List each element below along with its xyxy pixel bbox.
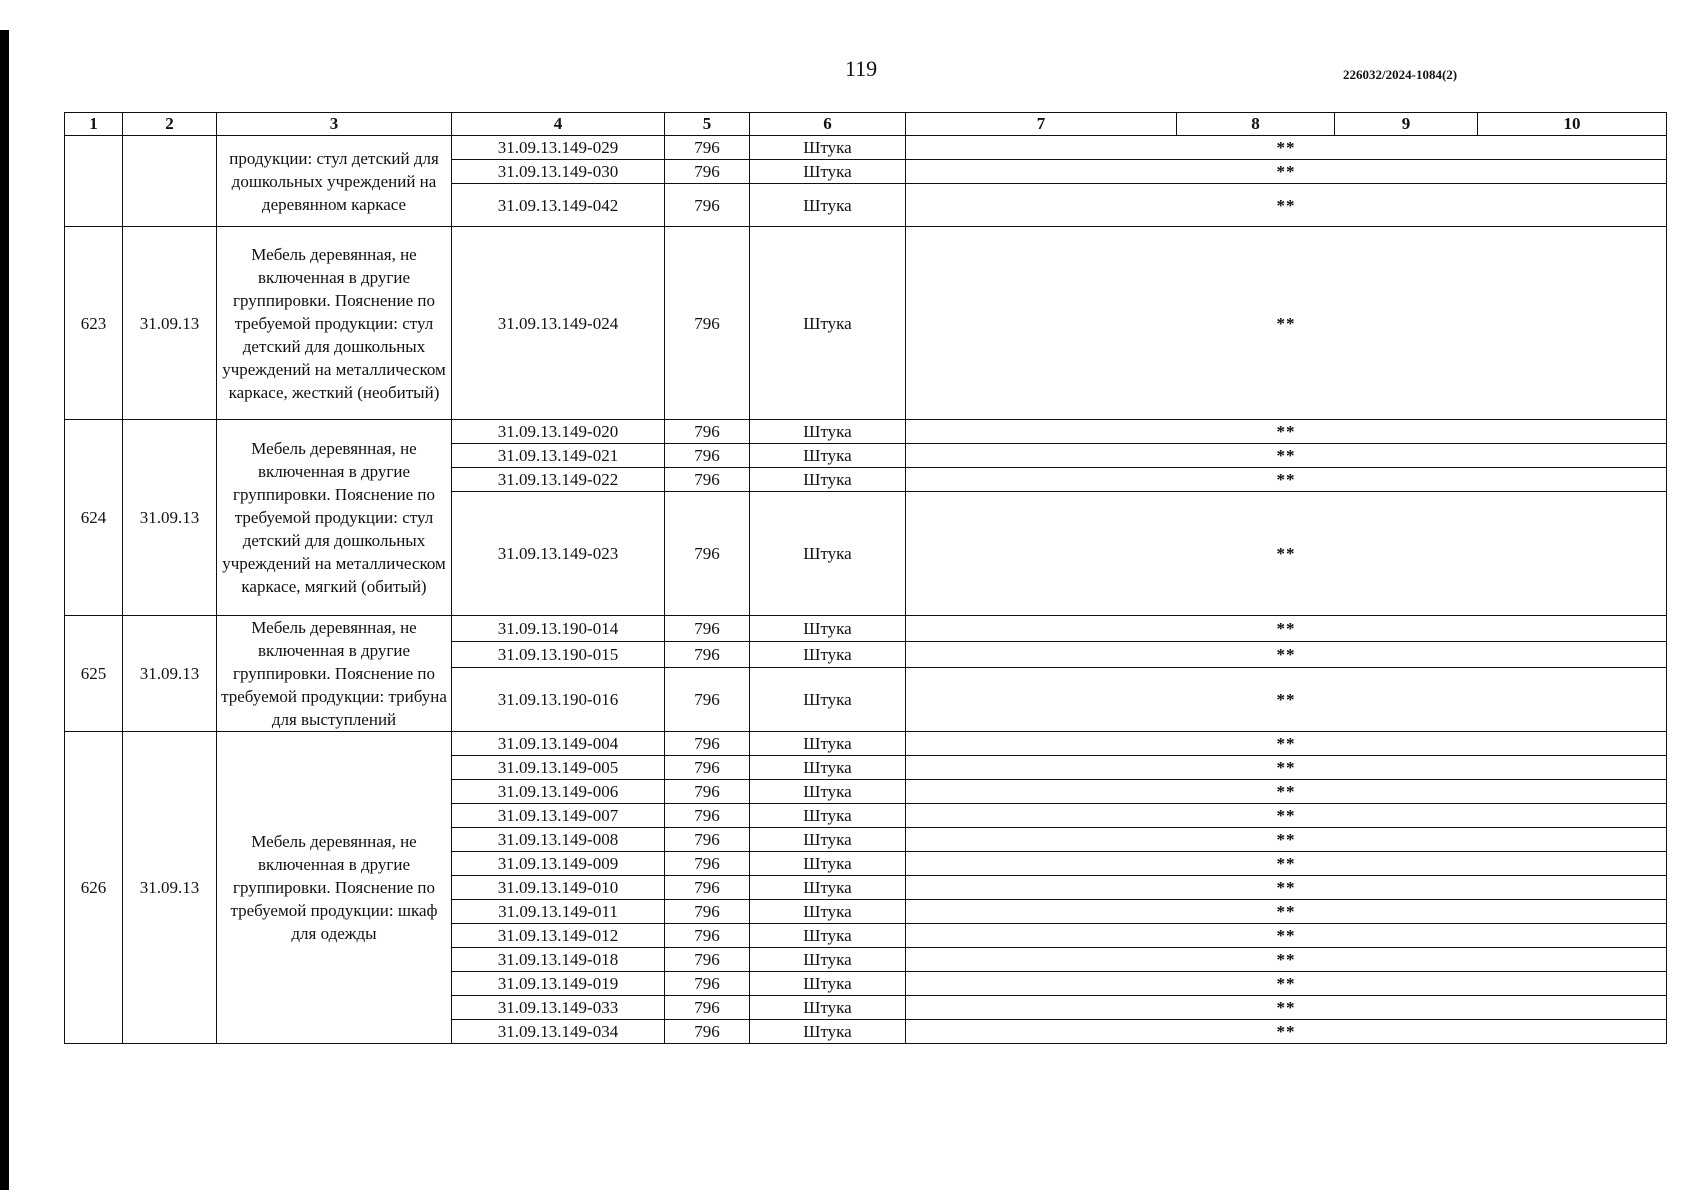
description-cell: продукции: стул детский для дошкольных учреждений на деревянном каркасе — [217, 136, 452, 227]
okpd-code-cell — [123, 136, 217, 227]
ktru-code-cell: 31.09.13.149-012 — [452, 924, 665, 948]
header-cell: 5 — [665, 113, 750, 136]
unit-name-cell: Штука — [750, 732, 906, 756]
unit-code-cell: 796 — [665, 828, 750, 852]
table-row — [65, 616, 1667, 642]
characteristics-cell: ** — [906, 492, 1667, 616]
table-row — [65, 732, 1667, 756]
description-cell: Мебель деревянная, не включенная в другие группировки. Пояснение по требуемой продукции: шкаф для одежды — [217, 732, 452, 1044]
unit-name-cell: Штука — [750, 667, 906, 731]
unit-code-cell: 796 — [665, 948, 750, 972]
row-number-cell: 623 — [65, 227, 123, 420]
unit-code-cell: 796 — [665, 616, 750, 642]
header-cell: 10 — [1478, 113, 1667, 136]
unit-name-cell: Штука — [750, 616, 906, 642]
characteristics-cell: ** — [906, 732, 1667, 756]
okpd-code-cell: 31.09.13 — [123, 227, 217, 420]
unit-code-cell: 796 — [665, 667, 750, 731]
okpd-code-cell: 31.09.13 — [123, 616, 217, 732]
unit-name-cell: Штука — [750, 900, 906, 924]
ktru-code-cell: 31.09.13.149-010 — [452, 876, 665, 900]
table-body — [65, 113, 1667, 1044]
ktru-code-cell: 31.09.13.149-008 — [452, 828, 665, 852]
unit-name-cell: Штука — [750, 924, 906, 948]
unit-name-cell: Штука — [750, 876, 906, 900]
ktru-code-cell: 31.09.13.149-042 — [452, 184, 665, 227]
characteristics-cell: ** — [906, 184, 1667, 227]
characteristics-cell: ** — [906, 948, 1667, 972]
characteristics-cell: ** — [906, 160, 1667, 184]
unit-code-cell: 796 — [665, 1020, 750, 1044]
characteristics-cell: ** — [906, 136, 1667, 160]
ktru-code-cell: 31.09.13.149-022 — [452, 468, 665, 492]
unit-name-cell: Штука — [750, 948, 906, 972]
ktru-code-cell: 31.09.13.149-019 — [452, 972, 665, 996]
ktru-code-cell: 31.09.13.190-014 — [452, 616, 665, 642]
ktru-code-cell: 31.09.13.149-011 — [452, 900, 665, 924]
ktru-code-cell: 31.09.13.149-029 — [452, 136, 665, 160]
unit-code-cell: 796 — [665, 780, 750, 804]
unit-code-cell: 796 — [665, 184, 750, 227]
unit-code-cell: 796 — [665, 468, 750, 492]
header-cell: 7 — [906, 113, 1177, 136]
okpd-code-cell: 31.09.13 — [123, 420, 217, 616]
okpd-code-cell: 31.09.13 — [123, 732, 217, 1044]
row-number-cell: 626 — [65, 732, 123, 1044]
header-cell: 9 — [1335, 113, 1478, 136]
ktru-code-cell: 31.09.13.149-009 — [452, 852, 665, 876]
ktru-code-cell: 31.09.13.149-030 — [452, 160, 665, 184]
unit-name-cell: Штука — [750, 136, 906, 160]
unit-code-cell: 796 — [665, 996, 750, 1020]
ktru-code-cell: 31.09.13.190-015 — [452, 641, 665, 667]
unit-code-cell: 796 — [665, 492, 750, 616]
unit-code-cell: 796 — [665, 756, 750, 780]
characteristics-cell: ** — [906, 1020, 1667, 1044]
unit-code-cell: 796 — [665, 900, 750, 924]
header-cell: 4 — [452, 113, 665, 136]
unit-code-cell: 796 — [665, 852, 750, 876]
unit-name-cell: Штука — [750, 828, 906, 852]
description-cell: Мебель деревянная, не включенная в другие группировки. Пояснение по требуемой продукции: стул детский для дошкольных учреждений на металлическом каркасе, жесткий (необитый) — [217, 227, 452, 420]
characteristics-cell: ** — [906, 756, 1667, 780]
table-row — [65, 227, 1667, 420]
header-cell: 8 — [1177, 113, 1335, 136]
header-cell: 6 — [750, 113, 906, 136]
ktru-code-cell: 31.09.13.149-021 — [452, 444, 665, 468]
characteristics-cell: ** — [906, 227, 1667, 420]
unit-name-cell: Штука — [750, 780, 906, 804]
ktru-code-cell: 31.09.13.149-018 — [452, 948, 665, 972]
description-cell: Мебель деревянная, не включенная в другие группировки. Пояснение по требуемой продукции: трибуна для выступлений — [217, 616, 452, 732]
unit-name-cell: Штука — [750, 641, 906, 667]
ktru-code-cell: 31.09.13.149-007 — [452, 804, 665, 828]
ktru-code-cell: 31.09.13.149-024 — [452, 227, 665, 420]
characteristics-cell: ** — [906, 667, 1667, 731]
unit-code-cell: 796 — [665, 804, 750, 828]
characteristics-cell: ** — [906, 420, 1667, 444]
unit-code-cell: 796 — [665, 732, 750, 756]
unit-code-cell: 796 — [665, 444, 750, 468]
unit-code-cell: 796 — [665, 227, 750, 420]
unit-code-cell: 796 — [665, 876, 750, 900]
unit-name-cell: Штука — [750, 227, 906, 420]
row-number-cell: 625 — [65, 616, 123, 732]
unit-name-cell: Штука — [750, 184, 906, 227]
ktru-code-cell: 31.09.13.149-023 — [452, 492, 665, 616]
row-number-cell: 624 — [65, 420, 123, 616]
page-number: 119 — [845, 56, 878, 81]
unit-name-cell: Штука — [750, 492, 906, 616]
ktru-code-cell: 31.09.13.149-004 — [452, 732, 665, 756]
ktru-code-cell: 31.09.13.149-006 — [452, 780, 665, 804]
ktru-code-cell: 31.09.13.190-016 — [452, 667, 665, 731]
unit-code-cell: 796 — [665, 972, 750, 996]
characteristics-cell: ** — [906, 996, 1667, 1020]
unit-code-cell: 796 — [665, 641, 750, 667]
characteristics-cell: ** — [906, 444, 1667, 468]
characteristics-cell: ** — [906, 641, 1667, 667]
unit-name-cell: Штука — [750, 444, 906, 468]
ktru-code-cell: 31.09.13.149-033 — [452, 996, 665, 1020]
unit-code-cell: 796 — [665, 420, 750, 444]
characteristics-cell: ** — [906, 468, 1667, 492]
table-row — [65, 420, 1667, 444]
description-cell: Мебель деревянная, не включенная в другие группировки. Пояснение по требуемой продукции: стул детский для дошкольных учреждений на металлическом каркасе, мягкий (обитый) — [217, 420, 452, 616]
document-id: 226032/2024-1084(2) — [1343, 67, 1458, 82]
header-cell: 1 — [65, 113, 123, 136]
unit-name-cell: Штука — [750, 1020, 906, 1044]
row-number-cell — [65, 136, 123, 227]
ktru-code-cell: 31.09.13.149-005 — [452, 756, 665, 780]
product-table — [64, 112, 1667, 1044]
characteristics-cell: ** — [906, 804, 1667, 828]
unit-name-cell: Штука — [750, 996, 906, 1020]
characteristics-cell: ** — [906, 900, 1667, 924]
unit-name-cell: Штука — [750, 420, 906, 444]
unit-code-cell: 796 — [665, 136, 750, 160]
unit-code-cell: 796 — [665, 924, 750, 948]
unit-code-cell: 796 — [665, 160, 750, 184]
characteristics-cell: ** — [906, 852, 1667, 876]
header-cell: 2 — [123, 113, 217, 136]
ktru-code-cell: 31.09.13.149-020 — [452, 420, 665, 444]
unit-name-cell: Штука — [750, 972, 906, 996]
unit-name-cell: Штука — [750, 468, 906, 492]
characteristics-cell: ** — [906, 828, 1667, 852]
unit-name-cell: Штука — [750, 804, 906, 828]
characteristics-cell: ** — [906, 972, 1667, 996]
characteristics-cell: ** — [906, 924, 1667, 948]
characteristics-cell: ** — [906, 876, 1667, 900]
characteristics-cell: ** — [906, 780, 1667, 804]
unit-name-cell: Штука — [750, 756, 906, 780]
header-cell: 3 — [217, 113, 452, 136]
characteristics-cell: ** — [906, 616, 1667, 642]
header-row — [65, 113, 1667, 136]
unit-name-cell: Штука — [750, 160, 906, 184]
unit-name-cell: Штука — [750, 852, 906, 876]
ktru-code-cell: 31.09.13.149-034 — [452, 1020, 665, 1044]
scan-edge — [0, 30, 9, 1190]
table-row — [65, 136, 1667, 160]
